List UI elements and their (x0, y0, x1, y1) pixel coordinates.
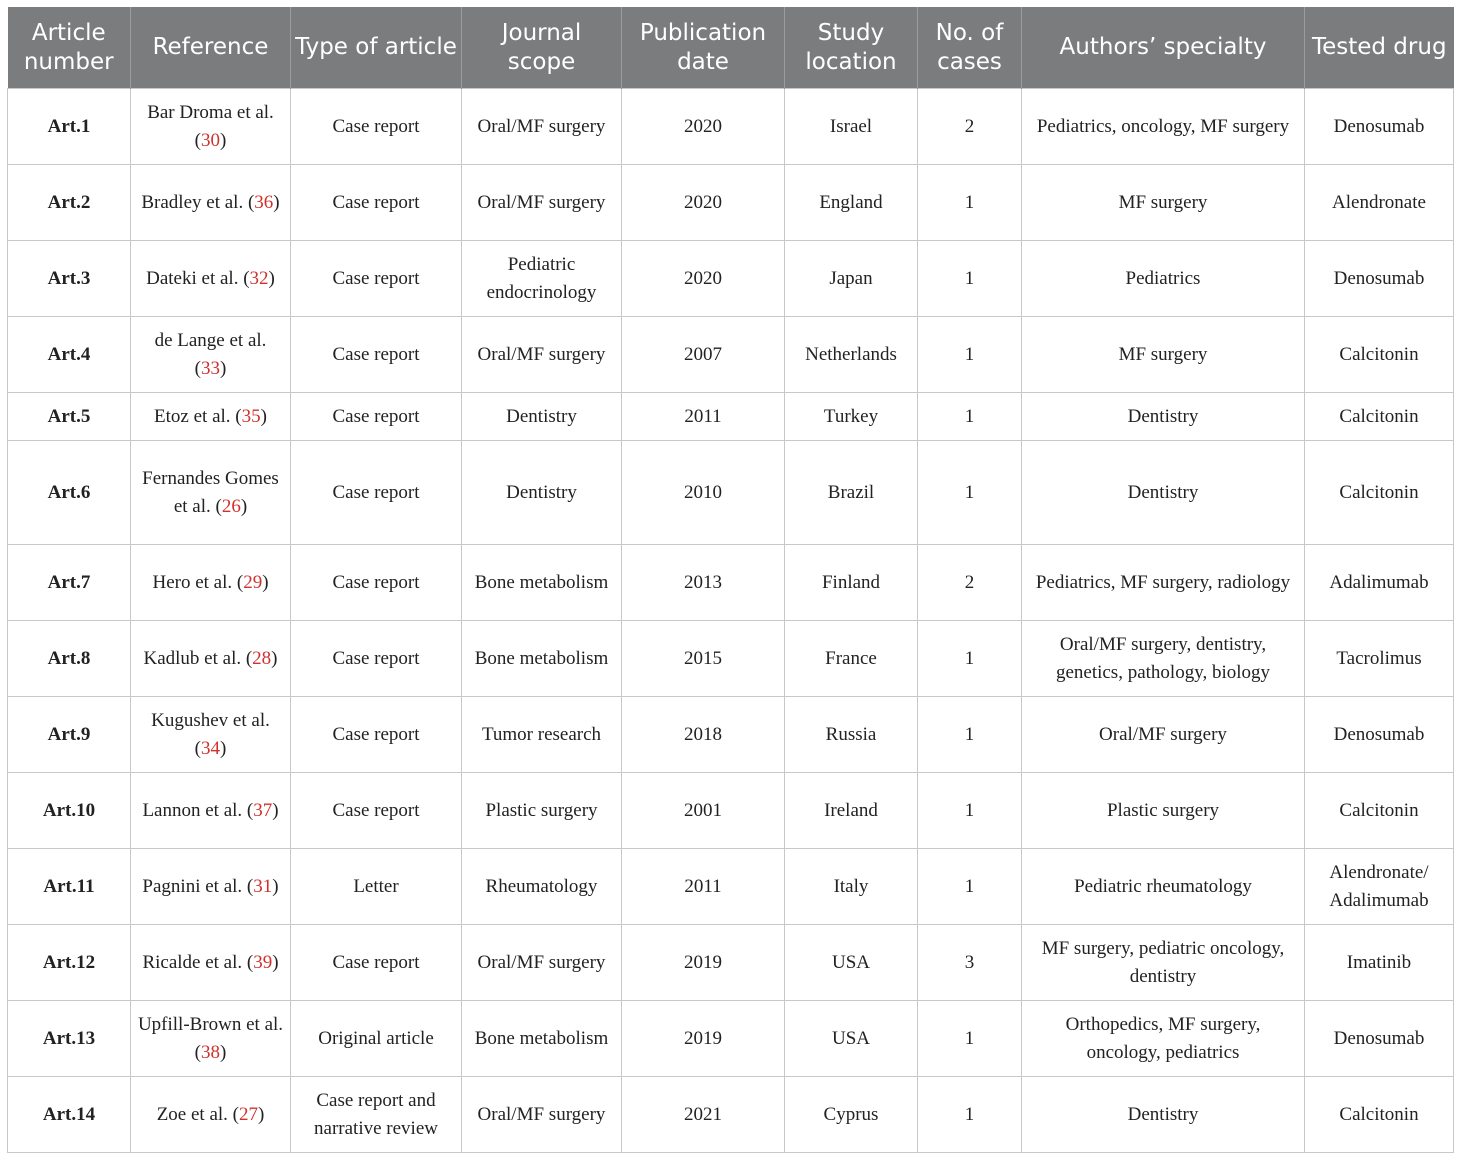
type-cell: Case report and narrative review (291, 1077, 462, 1153)
no-of-cases-cell: 1 (918, 1077, 1022, 1153)
no-of-cases-cell: 3 (918, 925, 1022, 1001)
reference-cell (131, 1077, 291, 1153)
publication-date-cell: 2001 (622, 773, 785, 849)
tested-drug-cell: Calcitonin (1305, 317, 1454, 393)
article-number-cell: Art.11 (8, 849, 131, 925)
type-cell: Case report (291, 165, 462, 241)
authors-specialty-cell: Plastic surgery (1022, 773, 1305, 849)
article-number-cell: Art.10 (8, 773, 131, 849)
publication-date-cell: 2019 (622, 1001, 785, 1077)
authors-specialty-cell: Pediatrics (1022, 241, 1305, 317)
reference-citation-link[interactable]: 35 (241, 405, 261, 427)
journal-scope-cell: Bone metabolism (462, 1001, 622, 1077)
reference-citation-link[interactable]: 39 (253, 951, 273, 973)
reference-citation-link[interactable]: 36 (254, 191, 274, 213)
reference-cell (131, 89, 291, 165)
reference-close-paren: ) (220, 357, 227, 379)
article-number-cell: Art.1 (8, 89, 131, 165)
study-location-cell: Italy (785, 849, 918, 925)
study-location-cell: Israel (785, 89, 918, 165)
publication-date-cell: 2015 (622, 621, 785, 697)
tested-drug-cell: Tacrolimus (1305, 621, 1454, 697)
reference-cell (131, 849, 291, 925)
no-of-cases-cell: 1 (918, 849, 1022, 925)
study-location-cell: Netherlands (785, 317, 918, 393)
tested-drug-cell: Denosumab (1305, 1001, 1454, 1077)
no-of-cases-cell: 1 (918, 317, 1022, 393)
header-type-of-article: Type of article (291, 7, 462, 89)
type-cell: Case report (291, 89, 462, 165)
header-no-of-cases: No. of cases (918, 7, 1022, 89)
reference-citation-link[interactable]: 31 (253, 875, 273, 897)
no-of-cases-cell: 1 (918, 773, 1022, 849)
tested-drug-cell: Calcitonin (1305, 773, 1454, 849)
reference-text: Bar Droma et al. ( (147, 101, 274, 151)
tested-drug-cell: Calcitonin (1305, 1077, 1454, 1153)
no-of-cases-cell: 2 (918, 545, 1022, 621)
table-row (8, 441, 1454, 545)
authors-specialty-cell: Pediatrics, oncology, MF surgery (1022, 89, 1305, 165)
article-number-cell: Art.6 (8, 441, 131, 545)
reference-citation-link[interactable]: 26 (221, 495, 241, 517)
reference-close-paren: ) (273, 191, 280, 213)
reference-citation-link[interactable]: 33 (201, 357, 220, 379)
article-number-cell: Art.4 (8, 317, 131, 393)
reference-cell (131, 1001, 291, 1077)
tested-drug-cell: Denosumab (1305, 697, 1454, 773)
reference-close-paren: ) (272, 951, 279, 973)
reference-cell (131, 241, 291, 317)
table-row (8, 773, 1454, 849)
type-cell: Case report (291, 241, 462, 317)
no-of-cases-cell: 1 (918, 1001, 1022, 1077)
reference-citation-link[interactable]: 30 (201, 129, 220, 151)
reference-text: Lannon et al. ( (142, 799, 254, 821)
article-number-cell: Art.12 (8, 925, 131, 1001)
tested-drug-cell: Adalimumab (1305, 545, 1454, 621)
reference-cell (131, 165, 291, 241)
reference-citation-link[interactable]: 32 (249, 267, 269, 289)
tested-drug-cell: Denosumab (1305, 241, 1454, 317)
journal-scope-cell: Oral/MF surgery (462, 165, 622, 241)
publication-date-cell: 2021 (622, 1077, 785, 1153)
articles-table (7, 7, 1454, 1153)
reference-citation-link[interactable]: 37 (253, 799, 273, 821)
journal-scope-cell: Pediatric endocrinology (462, 241, 622, 317)
no-of-cases-cell: 1 (918, 621, 1022, 697)
journal-scope-cell: Oral/MF surgery (462, 89, 622, 165)
table-row (8, 621, 1454, 697)
reference-close-paren: ) (262, 571, 269, 593)
table-row (8, 393, 1454, 441)
journal-scope-cell: Oral/MF surgery (462, 1077, 622, 1153)
type-cell: Case report (291, 545, 462, 621)
journal-scope-cell: Bone metabolism (462, 545, 622, 621)
reference-citation-link[interactable]: 38 (201, 1041, 220, 1063)
reference-citation-link[interactable]: 29 (243, 571, 263, 593)
tested-drug-cell: Calcitonin (1305, 441, 1454, 545)
header-journal-scope: Journal scope (462, 7, 622, 89)
study-location-cell: England (785, 165, 918, 241)
table-body (8, 89, 1454, 1153)
publication-date-cell: 2011 (622, 393, 785, 441)
reference-text: Pagnini et al. ( (142, 875, 254, 897)
publication-date-cell: 2020 (622, 241, 785, 317)
table-row (8, 545, 1454, 621)
type-cell: Case report (291, 393, 462, 441)
publication-date-cell: 2018 (622, 697, 785, 773)
reference-text: Ricalde et al. ( (142, 951, 254, 973)
journal-scope-cell: Oral/MF surgery (462, 317, 622, 393)
article-number-cell: Art.9 (8, 697, 131, 773)
article-number-cell: Art.2 (8, 165, 131, 241)
no-of-cases-cell: 1 (918, 441, 1022, 545)
reference-close-paren: ) (260, 405, 267, 427)
authors-specialty-cell: Dentistry (1022, 441, 1305, 545)
reference-cell (131, 773, 291, 849)
study-location-cell: Ireland (785, 773, 918, 849)
reference-cell (131, 441, 291, 545)
authors-specialty-cell: Orthopedics, MF surgery, oncology, pediatrics (1022, 1001, 1305, 1077)
reference-close-paren: ) (272, 799, 279, 821)
study-location-cell: USA (785, 1001, 918, 1077)
journal-scope-cell: Tumor research (462, 697, 622, 773)
article-number-cell: Art.3 (8, 241, 131, 317)
reference-cell (131, 393, 291, 441)
authors-specialty-cell: MF surgery (1022, 165, 1305, 241)
study-location-cell: USA (785, 925, 918, 1001)
publication-date-cell: 2019 (622, 925, 785, 1001)
reference-close-paren: ) (257, 1103, 265, 1125)
header-publication-date: Publication date (622, 7, 785, 89)
no-of-cases-cell: 1 (918, 241, 1022, 317)
reference-text: Zoe et al. ( (156, 1103, 239, 1125)
reference-cell (131, 545, 291, 621)
reference-close-paren: ) (240, 495, 248, 517)
study-location-cell: Cyprus (785, 1077, 918, 1153)
table-row (8, 925, 1454, 1001)
authors-specialty-cell: Pediatrics, MF surgery, radiology (1022, 545, 1305, 621)
header-row (8, 7, 1454, 89)
publication-date-cell: 2010 (622, 441, 785, 545)
publication-date-cell: 2020 (622, 89, 785, 165)
publication-date-cell: 2020 (622, 165, 785, 241)
header-study-location: Study location (785, 7, 918, 89)
tested-drug-cell: Alendronate (1305, 165, 1454, 241)
no-of-cases-cell: 1 (918, 697, 1022, 773)
reference-citation-link[interactable]: 28 (252, 647, 272, 669)
reference-citation-link[interactable]: 34 (201, 737, 220, 759)
authors-specialty-cell: MF surgery (1022, 317, 1305, 393)
header-authors-specialty: Authors’ specialty (1022, 7, 1305, 89)
journal-scope-cell: Rheumatology (462, 849, 622, 925)
table-row (8, 697, 1454, 773)
type-cell: Case report (291, 317, 462, 393)
study-location-cell: Turkey (785, 393, 918, 441)
journal-scope-cell: Oral/MF surgery (462, 925, 622, 1001)
table-row (8, 1001, 1454, 1077)
journal-scope-cell: Plastic surgery (462, 773, 622, 849)
tested-drug-cell: Denosumab (1305, 89, 1454, 165)
reference-cell (131, 925, 291, 1001)
type-cell: Case report (291, 621, 462, 697)
authors-specialty-cell: Pediatric rheumatology (1022, 849, 1305, 925)
reference-text: Etoz et al. ( (154, 405, 242, 427)
reference-text: Kugushev et al. ( (151, 709, 270, 759)
reference-close-paren: ) (220, 129, 227, 151)
no-of-cases-cell: 1 (918, 165, 1022, 241)
type-cell: Letter (291, 849, 462, 925)
authors-specialty-cell: Dentistry (1022, 1077, 1305, 1153)
reference-cell (131, 621, 291, 697)
article-number-cell: Art.14 (8, 1077, 131, 1153)
publication-date-cell: 2007 (622, 317, 785, 393)
study-location-cell: Brazil (785, 441, 918, 545)
table-row (8, 317, 1454, 393)
article-number-cell: Art.8 (8, 621, 131, 697)
article-number-cell: Art.13 (8, 1001, 131, 1077)
study-location-cell: Russia (785, 697, 918, 773)
journal-scope-cell: Bone metabolism (462, 621, 622, 697)
reference-text: Fernandes Gomes et al. ( (142, 467, 279, 517)
publication-date-cell: 2011 (622, 849, 785, 925)
publication-date-cell: 2013 (622, 545, 785, 621)
tested-drug-cell: Imatinib (1305, 925, 1454, 1001)
reference-text: de Lange et al. ( (154, 329, 267, 379)
tested-drug-cell: Alendronate/ Adalimumab (1305, 849, 1454, 925)
type-cell: Case report (291, 925, 462, 1001)
reference-close-paren: ) (271, 647, 278, 669)
no-of-cases-cell: 2 (918, 89, 1022, 165)
reference-close-paren: ) (272, 875, 279, 897)
header-tested-drug: Tested drug (1305, 7, 1454, 89)
tested-drug-cell: Calcitonin (1305, 393, 1454, 441)
reference-close-paren: ) (220, 737, 227, 759)
reference-text: Kadlub et al. ( (143, 647, 253, 669)
study-location-cell: Japan (785, 241, 918, 317)
reference-text: Upfill-Brown et al. ( (137, 1013, 284, 1063)
study-location-cell: Finland (785, 545, 918, 621)
study-location-cell: France (785, 621, 918, 697)
authors-specialty-cell: Dentistry (1022, 393, 1305, 441)
reference-close-paren: ) (220, 1041, 227, 1063)
header-reference: Reference (131, 7, 291, 89)
reference-text: Bradley et al. ( (141, 191, 255, 213)
table-row (8, 241, 1454, 317)
journal-scope-cell: Dentistry (462, 441, 622, 545)
reference-text: Dateki et al. ( (146, 267, 250, 289)
no-of-cases-cell: 1 (918, 393, 1022, 441)
table-row (8, 89, 1454, 165)
reference-citation-link[interactable]: 27 (238, 1103, 258, 1125)
article-number-cell: Art.5 (8, 393, 131, 441)
table-row (8, 1077, 1454, 1153)
reference-cell (131, 697, 291, 773)
type-cell: Case report (291, 441, 462, 545)
reference-cell (131, 317, 291, 393)
type-cell: Case report (291, 773, 462, 849)
table-row (8, 849, 1454, 925)
header-article-number: Article number (8, 7, 131, 89)
authors-specialty-cell: MF surgery, pediatric oncology, dentistry (1022, 925, 1305, 1001)
type-cell: Original article (291, 1001, 462, 1077)
reference-close-paren: ) (268, 267, 275, 289)
authors-specialty-cell: Oral/MF surgery (1022, 697, 1305, 773)
type-cell: Case report (291, 697, 462, 773)
reference-text: Hero et al. ( (152, 571, 244, 593)
authors-specialty-cell: Oral/MF surgery, dentistry, genetics, pathology, biology (1022, 621, 1305, 697)
table-row (8, 165, 1454, 241)
journal-scope-cell: Dentistry (462, 393, 622, 441)
article-number-cell: Art.7 (8, 545, 131, 621)
